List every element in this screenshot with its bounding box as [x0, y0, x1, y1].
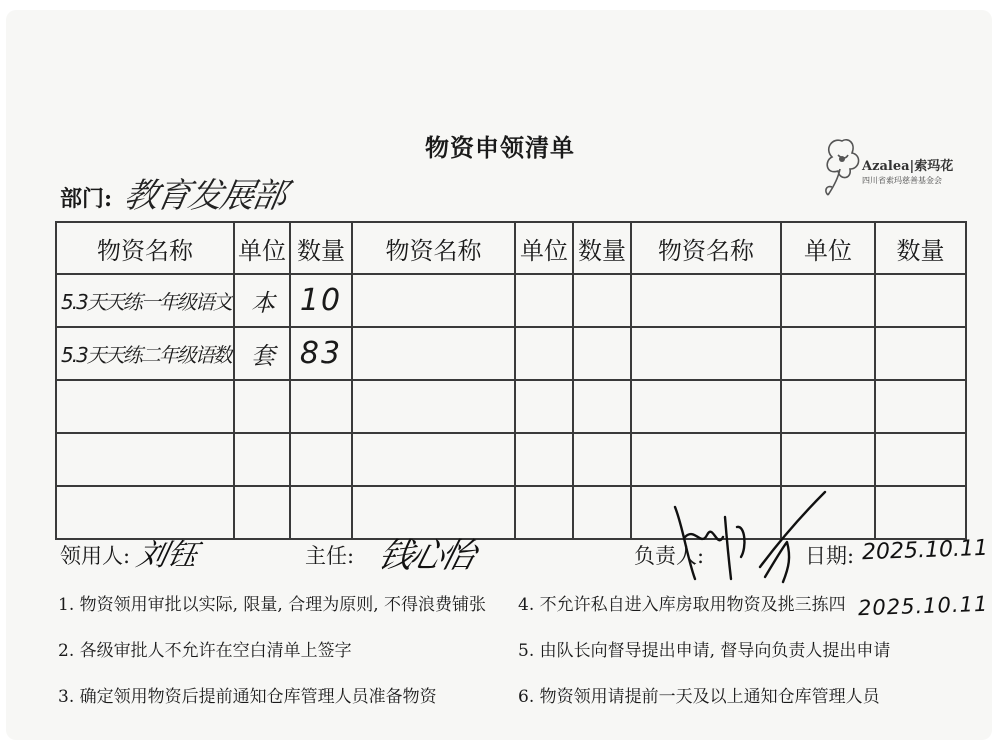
- form-title: 物资申领清单: [425, 133, 575, 162]
- col-header-item-name: 物资名称: [631, 222, 781, 274]
- director-signature: 钱心怡: [374, 536, 478, 576]
- table-row: [56, 274, 966, 327]
- logo-brand: Azalea|索玛花: [862, 159, 954, 174]
- item-unit-cell: 本: [251, 289, 273, 317]
- col-header-quantity: 数量: [875, 222, 966, 274]
- recipient-signature: 刘钰: [133, 538, 201, 573]
- rule-5: 5. 由队长向督导提出申请, 督导向负责人提出申请: [518, 641, 891, 661]
- date-label: 日期:: [805, 544, 855, 568]
- responsible-label: 负责人:: [634, 544, 705, 568]
- col-header-item-name: 物资名称: [56, 222, 234, 274]
- department-value: 教育发展部: [120, 176, 288, 216]
- logo-org: 四川省索玛慈善基金会: [862, 176, 942, 185]
- table-row: [56, 327, 966, 380]
- item-name-cell: 5.3天天练一年级语文: [61, 290, 231, 314]
- col-header-unit: 单位: [781, 222, 875, 274]
- rule-1: 1. 物资领用审批以实际, 限量, 合理为原则, 不得浪费铺张: [58, 595, 487, 615]
- date-value-rewritten: 2025.10.11: [857, 591, 989, 621]
- item-qty-cell: 10: [299, 283, 343, 318]
- col-header-quantity: 数量: [290, 222, 352, 274]
- date-value-struck: 2025.10.11: [861, 535, 989, 566]
- table-header-row: [56, 222, 966, 274]
- table-row: [56, 380, 966, 433]
- col-header-quantity: 数量: [573, 222, 631, 274]
- rule-4: 4. 不允许私自进入库房取用物资及挑三拣四: [518, 595, 846, 615]
- rule-6: 6. 物资领用请提前一天及以上通知仓库管理人员: [518, 687, 880, 707]
- item-unit-cell: 套: [251, 342, 273, 370]
- table-row: [56, 433, 966, 486]
- col-header-item-name: 物资名称: [352, 222, 515, 274]
- col-header-unit: 单位: [515, 222, 573, 274]
- item-name-cell: 5.3天天练二年级语数: [61, 343, 231, 367]
- department-label: 部门:: [60, 186, 113, 212]
- rule-2: 2. 各级审批人不允许在空白清单上签字: [58, 641, 352, 661]
- rule-3: 3. 确定领用物资后提前通知仓库管理人员准备物资: [58, 687, 437, 707]
- col-header-unit: 单位: [234, 222, 290, 274]
- recipient-label: 领用人:: [60, 544, 131, 568]
- director-label: 主任:: [305, 544, 355, 568]
- item-qty-cell: 83: [299, 336, 343, 371]
